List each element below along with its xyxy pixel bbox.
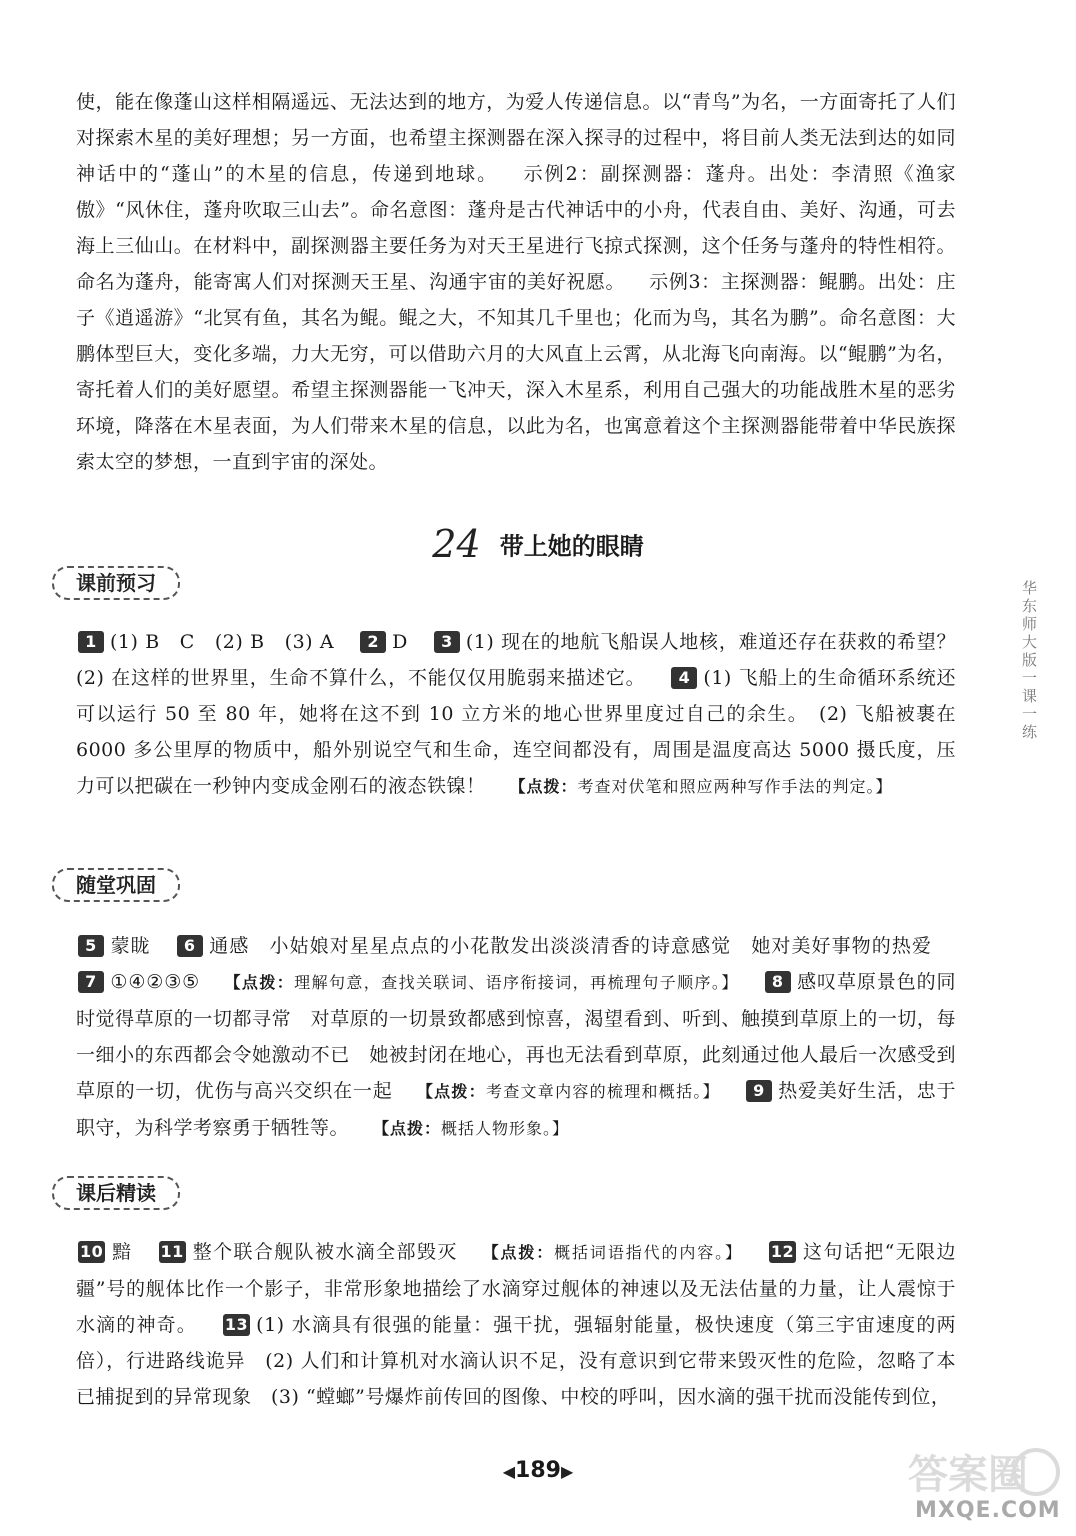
tip-label: 【点拨：	[481, 1243, 555, 1262]
question-number: 5	[78, 935, 104, 957]
side-book-title: 华东师大版一课一练	[1020, 580, 1038, 742]
answer-text: 通感 小姑娘对星星点点的小花散发出淡淡清香的诗意感觉 她对美好事物的热爱	[208, 935, 932, 957]
question-number: 6	[177, 935, 203, 957]
question-number: 11	[160, 1242, 184, 1261]
tip-label: 【点拨：	[509, 777, 578, 796]
section-label-preview: 课前预习	[52, 566, 180, 600]
answer-text: 热爱美好生活，忠于职守，为科学考察勇于牺牲等。	[76, 1080, 956, 1139]
question-number: 9	[746, 1080, 772, 1102]
tip-label: 【点拨：	[416, 1082, 486, 1101]
tip-text: 概括人物形象。】	[441, 1119, 570, 1138]
watermark-text: 答案圈	[908, 1452, 1028, 1498]
intro-text-2: 示例2：副探测器：蓬舟。出处：李清照《渔家傲》“风休住，蓬舟吹取三山去”。命名意图：蓬舟是古代神话中的小舟，代表自由、美好、沟通，可去海上三仙山。在材料中，副探测器主要任务为对天王星进行飞掠式探测，这个任务与蓬舟的特性相符。命名为蓬舟，能寄寓人们对探测天王星、沟通宇宙的美好祝愿。	[76, 163, 956, 293]
question-number: 1	[78, 631, 104, 653]
chapter-heading	[0, 522, 1076, 566]
answer-text: 黯	[111, 1241, 133, 1263]
tip-text: 考查对伏笔和照应两种写作手法的判定。】	[577, 777, 893, 796]
tip-text: 考查文章内容的梳理和概括。】	[485, 1082, 720, 1101]
intro-text-1: 使，能在像蓬山这样相隔遥远、无法达到的地方，为爱人传递信息。以“青鸟”为名，一方面寄托了人们对探索木星的美好理想；另一方面，也希望主探测器在深入探寻的过程中，将目前人类无法到达的如同神话中的“蓬山”的木星的信息，传递到地球。	[76, 91, 956, 185]
watermark-url: MXQE.COM	[915, 1498, 1061, 1523]
question-number: 3	[434, 631, 460, 653]
answer-text: 感叹草原景色的同时觉得草原的一切都寻常 对草原的一切景致都感到惊喜，渴望看到、听到、触摸到草原上的一切，每一细小的东西都会令她激动不已 她被封闭在地心，再也无法看到草原，此刻通过他人最后一次感受到草原的一切，优伤与高兴交织在一起	[76, 971, 956, 1102]
reading-answers	[76, 1234, 956, 1415]
intro-text-3: 示例3：主探测器：鲲鹏。出处：庄子《逍遥游》“北冥有鱼，其名为鲲。鲲之大，不知其几千里也；化而为鸟，其名为鹏”。命名意图：大鹏体型巨大，变化多端，力大无穷，可以借助六月的大风直上云霄，从北海飞向南海。以“鲲鹏”为名，寄托着人们的美好愿望。希望主探测器能一飞冲天，深入木星系，利用自己强大的功能战胜木星的恶劣环境，降落在木星表面，为人们带来木星的信息，以此为名，也寓意着这个主探测器能带着中华民族探索太空的梦想，一直到宇宙的深处。	[76, 271, 956, 473]
tip-text: 概括词语指代的内容。】	[554, 1243, 743, 1262]
section-label-practice: 随堂巩固	[52, 868, 180, 902]
tip-note	[224, 973, 739, 992]
question-number: 7	[78, 971, 104, 993]
question-number: 10	[80, 1242, 104, 1261]
tip-note	[373, 1119, 569, 1138]
tip-note	[417, 1082, 720, 1101]
question-number: 2	[360, 631, 386, 653]
section-label-reading: 课后精读	[52, 1176, 180, 1210]
right-arrow-icon: ▶	[560, 1462, 574, 1481]
question-number: 13	[224, 1315, 249, 1334]
chapter-number: 24	[432, 522, 481, 566]
tip-text: 理解句意，查找关联词、语序衔接词，再梳理句子顺序。】	[294, 973, 739, 992]
answer-text: 蒙眬	[110, 935, 151, 957]
left-arrow-icon: ◀	[502, 1462, 516, 1481]
answer-text: (1) 水滴具有很强的能量：强干扰，强辐射能量，极快速度（第三宇宙速度的两倍），行进路线诡异 (2) 人们和计算机对水滴认识不足，没有意识到它带来毁灭性的危险，忽略了本已捕捉到的异常现象 (3) “螳螂”号爆炸前传回的图像、中校的呼叫，因水滴的强干扰而没能传到位，	[76, 1314, 956, 1408]
page-number: 189	[515, 1458, 561, 1483]
answer-text: 这句话把“无限边疆”号的舰体比作一个影子，非常形象地描绘了水滴穿过舰体的神速以及无法估量的力量，让人震惊于水滴的神奇。	[76, 1241, 956, 1336]
tip-note	[482, 1243, 743, 1262]
question-number: 12	[770, 1242, 795, 1261]
answer-text: (1) 飞船上的生命循环系统还可以运行 50 至 80 年，她将在这不到 10 立方米的地心世界里度过自己的余生。 (2) 飞船被裹在 6000 多公里厚的物质中，船外别说空气和生命，连空间都没有，周围是温度高达 5000 摄氏度，压力可以把碳在一秒钟内变成金刚石的液态铁镍！	[76, 667, 956, 797]
intro-paragraph	[76, 84, 956, 480]
chapter-title: 带上她的眼睛	[499, 532, 644, 561]
tip-label: 【点拨：	[224, 973, 295, 992]
answer-text: (1) B C (2) B (3) A	[110, 631, 335, 653]
practice-answers	[76, 928, 956, 1147]
question-number: 4	[671, 667, 697, 689]
question-number: 8	[765, 971, 791, 993]
tip-note	[510, 777, 893, 796]
preview-answers	[76, 624, 976, 805]
answer-text: ①④②③⑤	[110, 971, 201, 993]
tip-label: 【点拨：	[373, 1119, 442, 1138]
answer-text: 整个联合舰队被水滴全部毁灭	[191, 1241, 458, 1263]
answer-text: (1) 现在的地航飞船误人地核，难道还存在获救的希望？ (2) 在这样的世界里，生命不算什么，不能仅仅用脆弱来描述它。	[76, 631, 976, 689]
answer-text: D	[392, 631, 408, 653]
